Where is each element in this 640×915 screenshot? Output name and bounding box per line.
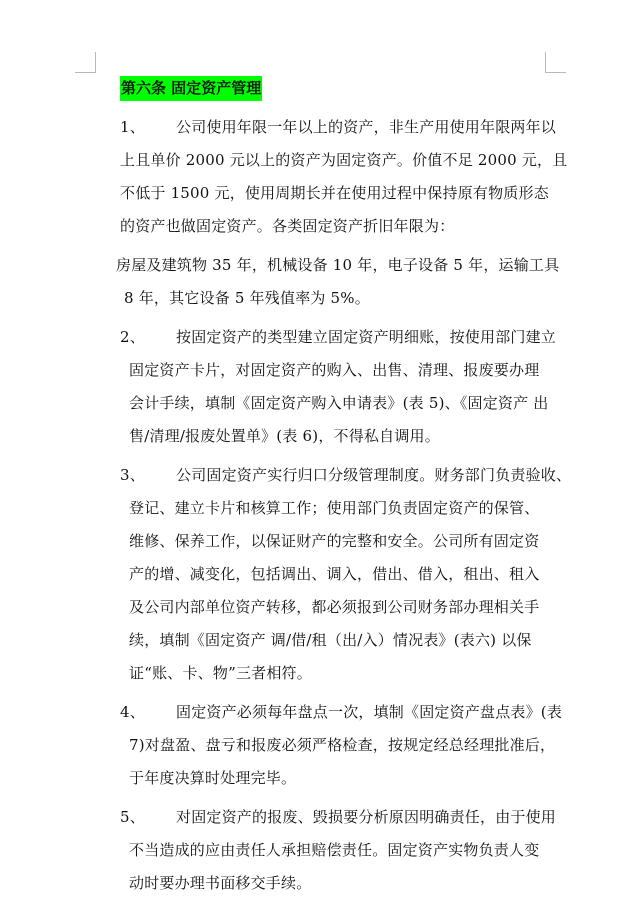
- item-line: 的资产也做固定资产。各类固定资产折旧年限为：: [120, 217, 455, 235]
- item-line: 续，填制《固定资产 调/借/租（出/入）情况表》(表六) 以保: [129, 631, 532, 649]
- depreciation-line: 房屋及建筑物 35 年，机械设备 10 年，电子设备 5 年，运输工具: [116, 256, 560, 274]
- item-number: 1、: [120, 118, 145, 136]
- item-line: 不低于 1500 元，使用周期长并在使用过程中保持原有物质形态: [120, 184, 549, 202]
- item-line: 售/清理/报废处置单》(表 6)，不得私自调用。: [129, 427, 440, 445]
- depreciation-paragraph: [116, 249, 560, 315]
- item-line: 公司使用年限一年以上的资产，非生产用使用年限两年以: [176, 118, 557, 136]
- list-item-5: [120, 801, 560, 900]
- page-corner-mark-top-left: [75, 52, 96, 73]
- item-number: 4、: [120, 703, 145, 721]
- item-line: 证“账、卡、物”三者相符。: [129, 664, 312, 682]
- item-line: 不当造成的应由责任人承担赔偿责任。固定资产实物负责人变: [129, 841, 540, 859]
- item-line: 对固定资产的报废、毁损要分析原因明确责任，由于使用: [176, 808, 557, 826]
- item-line: 产的增、减变化，包括调出、调入，借出、借入，租出、租入: [129, 565, 540, 583]
- document-body: [116, 76, 572, 906]
- list-item-4: [120, 696, 563, 795]
- item-line: 按固定资产的类型建立固定资产明细账，按使用部门建立: [176, 328, 557, 346]
- item-line: 固定资产卡片，对固定资产的购入、出售、清理、报废要办理: [129, 361, 540, 379]
- item-line: 上且单价 2000 元以上的资产为固定资产。价值不足 2000 元，且: [120, 151, 568, 169]
- item-number: 3、: [120, 466, 145, 484]
- item-line: 会计手续，填制《固定资产购入申请表》(表 5)、《固定资产 出: [129, 394, 549, 412]
- item-number: 2、: [120, 328, 145, 346]
- item-line: 于年度决算时处理完毕。: [129, 769, 297, 787]
- item-line: 7)对盘盈、盘亏和报废必须严格检查，按规定经总经理批准后，: [129, 736, 556, 754]
- item-line: 及公司内部单位资产转移，都必须报到公司财务部办理相关手: [129, 598, 540, 616]
- section-heading: 第六条 固定资产管理: [120, 76, 262, 101]
- list-item-3: [120, 459, 572, 690]
- item-line: 登记、建立卡片和核算工作；使用部门负责固定资产的保管、: [129, 499, 540, 517]
- list-item-2: [120, 321, 560, 453]
- depreciation-line: 8 年，其它设备 5 年残值率为 5%。: [124, 289, 370, 307]
- item-number: 5、: [120, 808, 145, 826]
- item-line: 维修、保养工作，以保证财产的完整和安全。公司所有固定资: [129, 532, 540, 550]
- item-line: 固定资产必须每年盘点一次，填制《固定资产盘点表》(表: [176, 703, 563, 721]
- list-item-1: [120, 111, 568, 243]
- page-corner-mark-top-right: [545, 52, 566, 73]
- item-line: 动时要办理书面移交手续。: [129, 874, 312, 892]
- item-line: 公司固定资产实行归口分级管理制度。财务部门负责验收、: [176, 466, 572, 484]
